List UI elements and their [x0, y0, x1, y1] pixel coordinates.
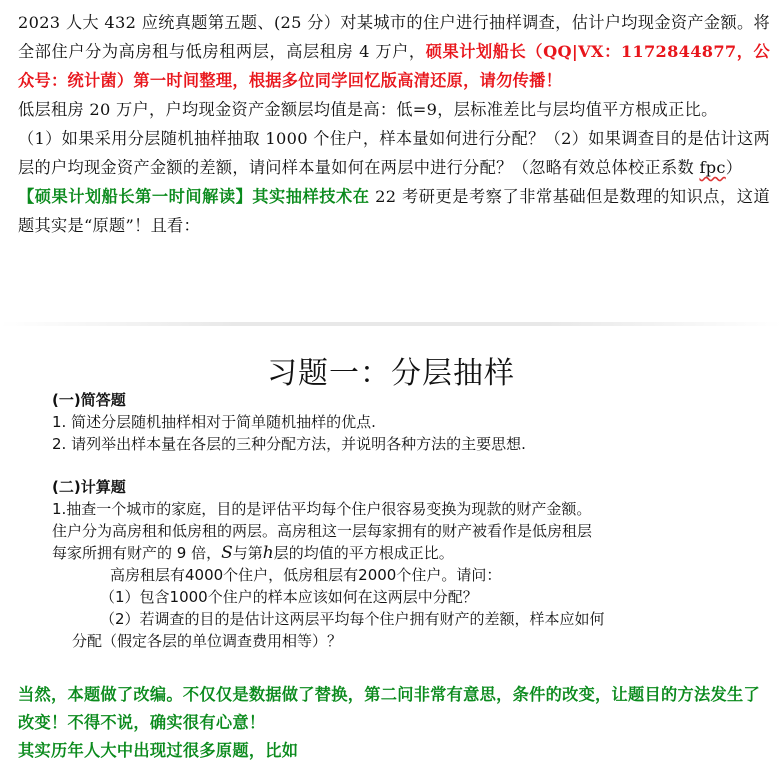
calc-line-7: 分配（假定各层的单位调查费用相等）？ [72, 632, 343, 650]
calc-line-4: 高房租层有4000个住户，低房租层有2000个住户。请问： [110, 566, 502, 584]
short-answer-item-1: 1. 简述分层随机抽样相对于简单随机抽样的优点. [52, 413, 376, 431]
intro-green-heading: 【硕果计划船长第一时间解读】其实抽样技术在 [18, 187, 370, 206]
symbol-h: h [262, 543, 274, 563]
section-heading-calculation: (二)计算题 [52, 478, 126, 496]
calc-line-2: 住户分为高房租和低房租的两层。高房租这一层每家拥有的财产被看作是低房租层 [52, 522, 593, 540]
intro-text-2: 低层租房 20 万户，户均现金资产金额层均值是高：低=9，层标准差比与层均值平方根成正比。 [18, 100, 718, 119]
slide-divider [0, 322, 782, 326]
symbol-s: S [221, 543, 233, 563]
calc-line-3b: 与第 [232, 544, 263, 562]
short-answer-item-2: 2. 请列举出样本量在各层的三种分配方法，并说明各种方法的主要思想. [52, 435, 526, 453]
question-text: （1）如果采用分层随机抽样抽取 1000 个住户，样本量如何进行分配？（2）如果调查目的是估计这两层的户均现金资产金额的差额，请问样本量如何在两层中进行分配？（忽略有效总体校正系数 [18, 129, 770, 177]
slide-title: 习题一：分层抽样 [267, 356, 515, 391]
outro-line-1: 当然，本题做了改编。不仅仅是数据做了替换，第二问非常有意思，条件的改变，让题目的方法发生了改变！不得不说，确实很有心意！ [18, 685, 760, 732]
intro-paragraph [18, 8, 770, 240]
outro-paragraph [18, 681, 770, 765]
intro-text-3: 22 考研更是考察了非常基础但是数理的知识点，这道题其实是“原题”！且看： [18, 187, 770, 235]
slide-image [0, 330, 782, 680]
calc-line-3 [52, 542, 454, 563]
intro-text-1: 2023 人大 432 应统真题第五题、(25 分）对某城市的住户进行抽样调查，估计户均现金资产金额。将全部住户分为高房租与低房租两层，高层租房 4 万户， [18, 13, 770, 61]
fpc-term: fpc [699, 158, 726, 177]
calc-line-5: （1）包含1000个住户的样本应该如何在这两层中分配？ [100, 588, 478, 606]
calc-line-6: （2）若调查的目的是估计这两层平均每个住户拥有财产的差额，样本应如何 [100, 610, 605, 628]
section-heading-short-answer: (一)简答题 [52, 391, 126, 409]
calc-line-3c: 层的均值的平方根成正比。 [273, 544, 454, 562]
outro-line-2: 其实历年人大中出现过很多原题，比如 [18, 741, 299, 760]
calc-line-3a: 每家所拥有财产的 9 倍， [52, 544, 222, 562]
question-close: ） [725, 158, 743, 177]
intro-red-notice: 硕果计划船长（QQ|VX：1172844877，公众号：统计菌）第一时间整理，根据多位同学回忆版高清还原，请勿传播！ [18, 42, 770, 90]
calc-line-1: 1.抽查一个城市的家庭，目的是评估平均每个住户很容易变换为现款的财产金额。 [52, 500, 592, 518]
